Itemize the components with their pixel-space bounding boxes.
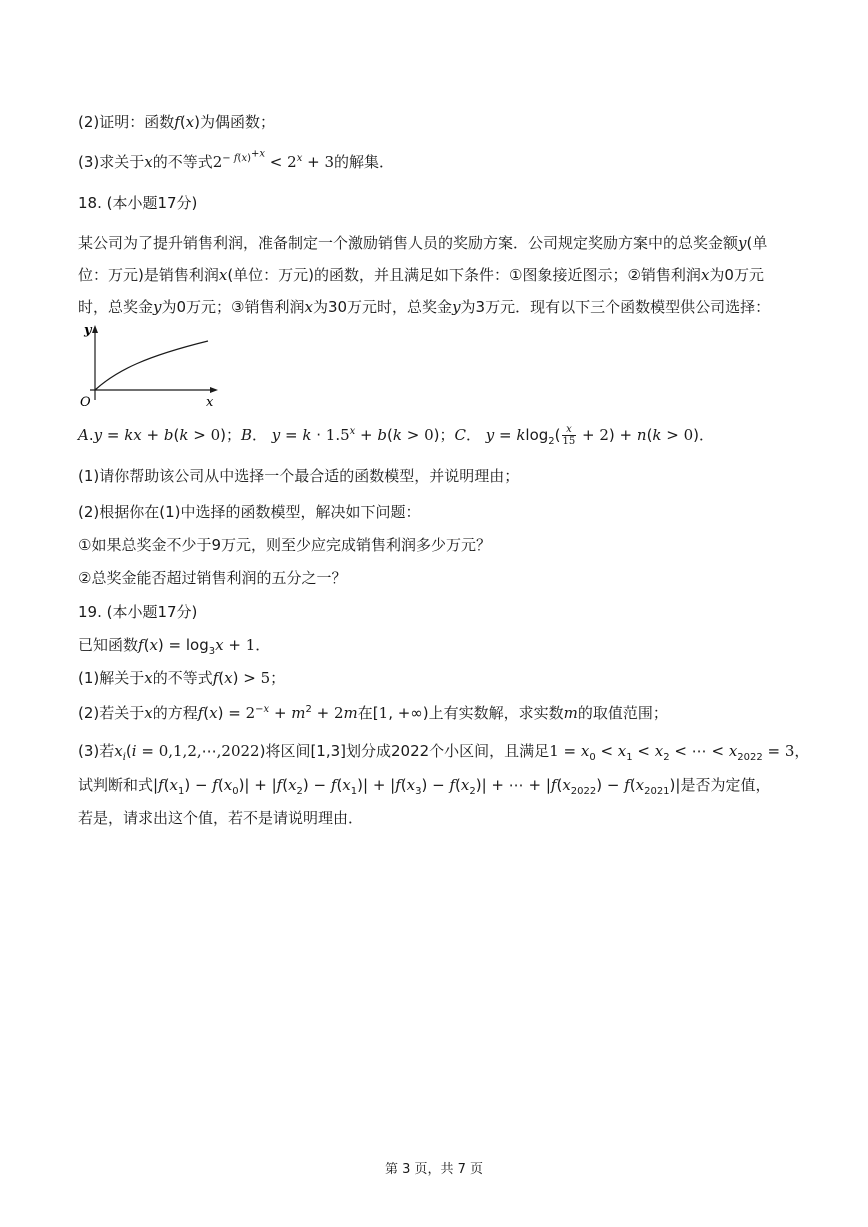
problem18-question2-1: ①如果总奖金不少于9万元，则至少应完成销售利润多少万元？ — [78, 536, 491, 554]
problem19-question2: (2)若关于x的方程$f(x) = 2^{-x} + m^2 + 2m$在[1, +∞)上有实数解，求实数m的取值范围； — [78, 704, 668, 722]
problem18-question2: (2)根据你在(1)中选择的函数模型，解决如下问题： — [78, 503, 421, 521]
problem19-given: 已知函数$f(x) = \log_3x + 1$． — [78, 636, 271, 657]
function-curve — [95, 341, 208, 390]
problem18-stem-line2: 位：万元)是销售利润x(单位：万元)的函数，并且满足如下条件：①图象接近图示；②销售利润x为0万元 — [78, 266, 764, 284]
problem19-question3-line1: (3)若$x_i(i$ = 0,1,2,⋯,2022)将区间[1,3]划分成2022个小区间，且满足$1 = x_0 < x_1 < x_2$ < ⋯ < $x_{2022} = 3$， — [78, 742, 810, 763]
problem18-question1: (1)请你帮助该公司从中选择一个最合适的函数模型，并说明理由； — [78, 467, 520, 485]
page-number-footer: 第 3 页，共 7 页 — [384, 1162, 484, 1177]
problem18-stem-line3: 时，总奖金y为0万元；③销售利润x为30万元时，总奖金y为3万元．现有以下三个函数模型供公司选择： — [78, 298, 771, 316]
x-axis-label: x — [206, 395, 214, 410]
y-axis-arrow-icon — [92, 325, 98, 333]
problem19-question3-line3: 若是，请求出这个值，若不是请说明理由． — [78, 809, 364, 827]
x-axis-arrow-icon — [210, 387, 218, 393]
problem18-header: 18. (本小题17分) — [78, 194, 198, 212]
problem17-part3: (3)求关于x的不等式$2^{- f(x)^{+x}} < 2^x + 3$的解集． — [78, 148, 394, 171]
problem19-header: 19. (本小题17分) — [78, 603, 198, 621]
y-axis-label: y — [84, 323, 92, 338]
problem17-part2: (2)证明：函数f(x)为偶函数； — [78, 113, 275, 131]
problem19-question3-line2: 试判断和式$|f(x_1) - f(x_0)| + |f(x_2) - f(x_1)| + |f(x_3) - f(x_2)|$ + ⋯ + $|f(x_{2022}) - f(x_{2021})|$是否为定值， — [78, 776, 771, 797]
origin-label: O — [80, 395, 91, 410]
problem18-question2-2: ②总奖金能否超过销售利润的五分之一？ — [78, 569, 347, 587]
problem19-question1: (1)解关于x的不等式f(x) > 5； — [78, 669, 286, 687]
problem18-stem-line1: 某公司为了提升销售利润，准备制定一个激励销售人员的奖励方案．公司规定奖励方案中的总奖金额y(单 — [78, 234, 768, 252]
function-graph-figure — [72, 320, 232, 412]
problem18-options: A.y = kx + b(k > 0)；B． $y = k \cdot 1.5^x + b(k > 0)$；C． y = klog$_2$( $\frac{x}{15}$ + 2) + n(k > 0)． — [78, 424, 715, 447]
